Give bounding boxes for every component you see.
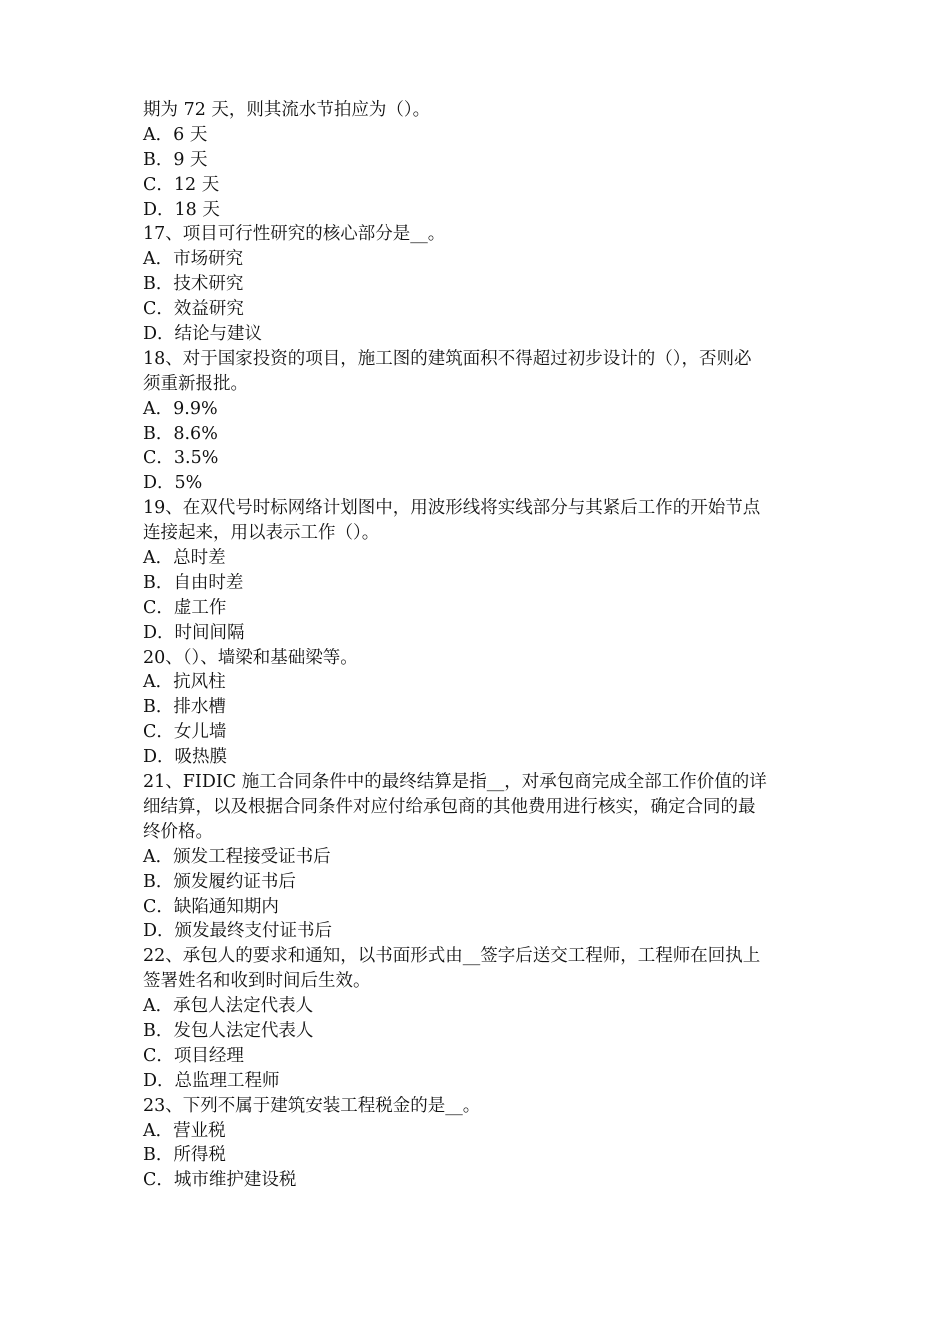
question-20: 20、（）、墙梁和基础梁等。	[143, 647, 358, 668]
question-19: 19、在双代号时标网络计划图中，用波形线将实线部分与其紧后工作的开始节点	[143, 498, 761, 519]
question-18-continued: 须重新报批。	[143, 373, 248, 394]
answer-option: D．结论与建议	[143, 324, 263, 345]
question-17: 17、项目可行性研究的核心部分是__。	[143, 224, 446, 245]
question-19-continued: 连接起来，用以表示工作（）。	[143, 523, 380, 544]
text-line: 期为 72 天，则其流水节拍应为（）。	[143, 100, 431, 120]
answer-option: C．女儿墙	[143, 722, 227, 743]
answer-option: B．技术研究	[143, 274, 244, 295]
answer-option: A．营业税	[143, 1120, 226, 1141]
answer-option: D．时间间隔	[143, 622, 245, 643]
answer-option: B．自由时差	[143, 572, 244, 593]
answer-option: B．8.6%	[143, 423, 218, 444]
question-23: 23、下列不属于建筑安装工程税金的是__。	[143, 1095, 481, 1116]
answer-option: C．3.5%	[143, 448, 219, 469]
answer-option: A．颁发工程接受证书后	[143, 846, 331, 867]
answer-option: D．18 天	[143, 199, 220, 220]
question-21-continued: 细结算，以及根据合同条件对应付给承包商的其他费用进行核实，确定合同的最	[143, 796, 756, 817]
answer-option: B．发包人法定代表人	[143, 1020, 314, 1041]
answer-option: A．抗风柱	[143, 672, 226, 693]
answer-option: D．总监理工程师	[143, 1070, 280, 1091]
answer-option: A．承包人法定代表人	[143, 996, 314, 1017]
exam-question-text	[143, 98, 813, 1193]
answer-option: D．吸热膜	[143, 747, 228, 768]
answer-option: C．城市维护建设税	[143, 1170, 297, 1191]
answer-option: D．5%	[143, 473, 203, 494]
answer-option: B．颁发履约证书后	[143, 871, 296, 892]
answer-option: C．虚工作	[143, 597, 227, 618]
answer-option: A．市场研究	[143, 249, 244, 270]
answer-option: C．12 天	[143, 174, 220, 195]
answer-option: C．项目经理	[143, 1045, 244, 1066]
question-21-continued: 终价格。	[143, 821, 213, 842]
answer-option: A．总时差	[143, 548, 226, 569]
question-22: 22、承包人的要求和通知，以书面形式由__签字后送交工程师，工程师在回执上	[143, 946, 761, 967]
question-21: 21、FIDIC 施工合同条件中的最终结算是指__，对承包商完成全部工作价值的详	[143, 772, 767, 793]
answer-option: D．颁发最终支付证书后	[143, 921, 333, 942]
question-22-continued: 签署姓名和收到时间后生效。	[143, 971, 371, 992]
question-18: 18、对于国家投资的项目，施工图的建筑面积不得超过初步设计的（），否则必	[143, 348, 752, 369]
answer-option: B．9 天	[143, 149, 208, 170]
answer-option: B．排水槽	[143, 697, 226, 718]
answer-option: A．9.9%	[143, 398, 218, 419]
answer-option: C．效益研究	[143, 299, 244, 320]
answer-option: A．6 天	[143, 124, 208, 145]
answer-option: B．所得税	[143, 1145, 226, 1166]
answer-option: C．缺陷通知期内	[143, 896, 279, 917]
